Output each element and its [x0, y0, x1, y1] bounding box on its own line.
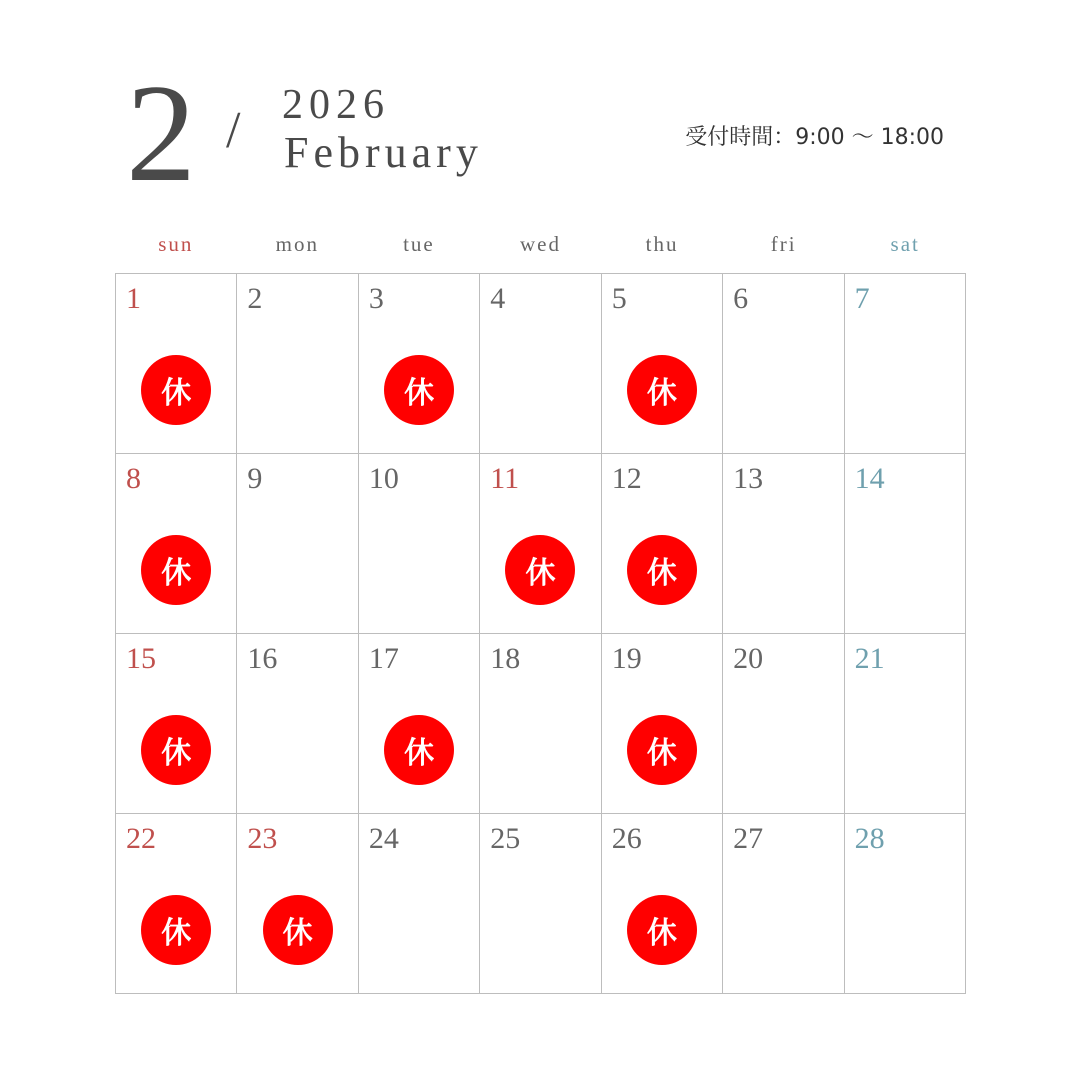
day-number: 18: [490, 642, 521, 675]
weekday-tue: tue: [403, 232, 435, 256]
business-hours: 受付時間：9:00 〜 18:00: [685, 125, 944, 150]
day-number: 28: [854, 822, 885, 855]
closed-day-badge: 休: [141, 355, 211, 425]
month-name-label: February: [284, 128, 483, 177]
calendar-day-cell[interactable]: [723, 454, 844, 634]
weekday-fri: fri: [770, 232, 797, 256]
closed-day-badge: 休: [141, 715, 211, 785]
calendar-day-cell[interactable]: [602, 274, 723, 454]
closed-day-badge: 休: [141, 535, 211, 605]
calendar-day-cell[interactable]: [845, 274, 966, 454]
calendar-day-cell[interactable]: [116, 814, 237, 994]
year-label: 2026: [282, 82, 390, 128]
day-number: 14: [854, 462, 885, 495]
day-number: 5: [611, 282, 627, 315]
day-number: 24: [368, 822, 399, 855]
day-number: 26: [611, 822, 642, 855]
closed-day-badge: 休: [627, 895, 697, 965]
day-number: 13: [733, 462, 764, 495]
calendar-day-cell[interactable]: [723, 634, 844, 814]
calendar-day-cell[interactable]: [359, 814, 480, 994]
day-number: 15: [126, 642, 156, 675]
day-number: 11: [490, 462, 520, 495]
closed-day-badge: 休: [384, 715, 454, 785]
calendar-day-cell[interactable]: [602, 814, 723, 994]
closed-day-badge: 休: [627, 535, 697, 605]
calendar-day-cell[interactable]: [480, 454, 601, 634]
calendar-day-cell[interactable]: [116, 274, 237, 454]
calendar-day-cell[interactable]: [602, 454, 723, 634]
day-number: 4: [490, 282, 506, 315]
calendar-day-cell[interactable]: [480, 814, 601, 994]
calendar-day-cell[interactable]: [116, 634, 237, 814]
closed-day-badge: 休: [263, 895, 333, 965]
day-number: 2: [247, 282, 263, 315]
closed-day-badge: 休: [384, 355, 454, 425]
month-number: 2: [126, 56, 196, 211]
calendar-day-cell[interactable]: [845, 634, 966, 814]
day-number: 25: [490, 822, 521, 855]
day-number: 19: [611, 642, 642, 675]
day-number: 23: [247, 822, 278, 855]
day-number: 22: [126, 822, 156, 855]
calendar-day-cell[interactable]: [723, 814, 844, 994]
calendar-day-cell[interactable]: [480, 634, 601, 814]
day-number: 17: [368, 642, 399, 675]
calendar-day-cell[interactable]: [237, 274, 358, 454]
day-number: 9: [247, 462, 263, 495]
month-year-separator: /: [226, 102, 241, 159]
weekday-header-row: [115, 232, 966, 260]
day-number: 6: [733, 282, 749, 315]
calendar-day-cell[interactable]: [845, 814, 966, 994]
calendar-day-cell[interactable]: [723, 274, 844, 454]
day-number: 8: [126, 462, 141, 495]
day-number: 10: [368, 462, 399, 495]
day-number: 27: [733, 822, 764, 855]
calendar-day-cell[interactable]: [602, 634, 723, 814]
closed-day-badge: 休: [505, 535, 575, 605]
calendar-day-cell[interactable]: [359, 274, 480, 454]
calendar-day-cell[interactable]: [359, 454, 480, 634]
day-number: 20: [733, 642, 764, 675]
calendar-day-cell[interactable]: [359, 634, 480, 814]
calendar-day-cell[interactable]: [480, 274, 601, 454]
day-number: 3: [368, 282, 384, 315]
calendar-day-cell[interactable]: [237, 814, 358, 994]
weekday-mon: mon: [275, 232, 320, 256]
calendar-day-cell[interactable]: [116, 454, 237, 634]
closed-day-badge: 休: [627, 715, 697, 785]
day-number: 1: [126, 282, 141, 315]
closed-day-badge: 休: [141, 895, 211, 965]
calendar-day-cell[interactable]: [237, 454, 358, 634]
weekday-thu: thu: [645, 232, 679, 256]
day-number: 12: [611, 462, 642, 495]
calendar-day-cell[interactable]: [237, 634, 358, 814]
weekday-sat: sat: [890, 232, 920, 256]
day-number: 16: [247, 642, 278, 675]
day-number: 7: [854, 282, 870, 315]
day-number: 21: [854, 642, 885, 675]
calendar-day-cell[interactable]: [845, 454, 966, 634]
closed-day-badge: 休: [627, 355, 697, 425]
weekday-wed: wed: [519, 232, 561, 256]
calendar-grid: [115, 273, 966, 994]
weekday-sun: sun: [158, 232, 194, 256]
